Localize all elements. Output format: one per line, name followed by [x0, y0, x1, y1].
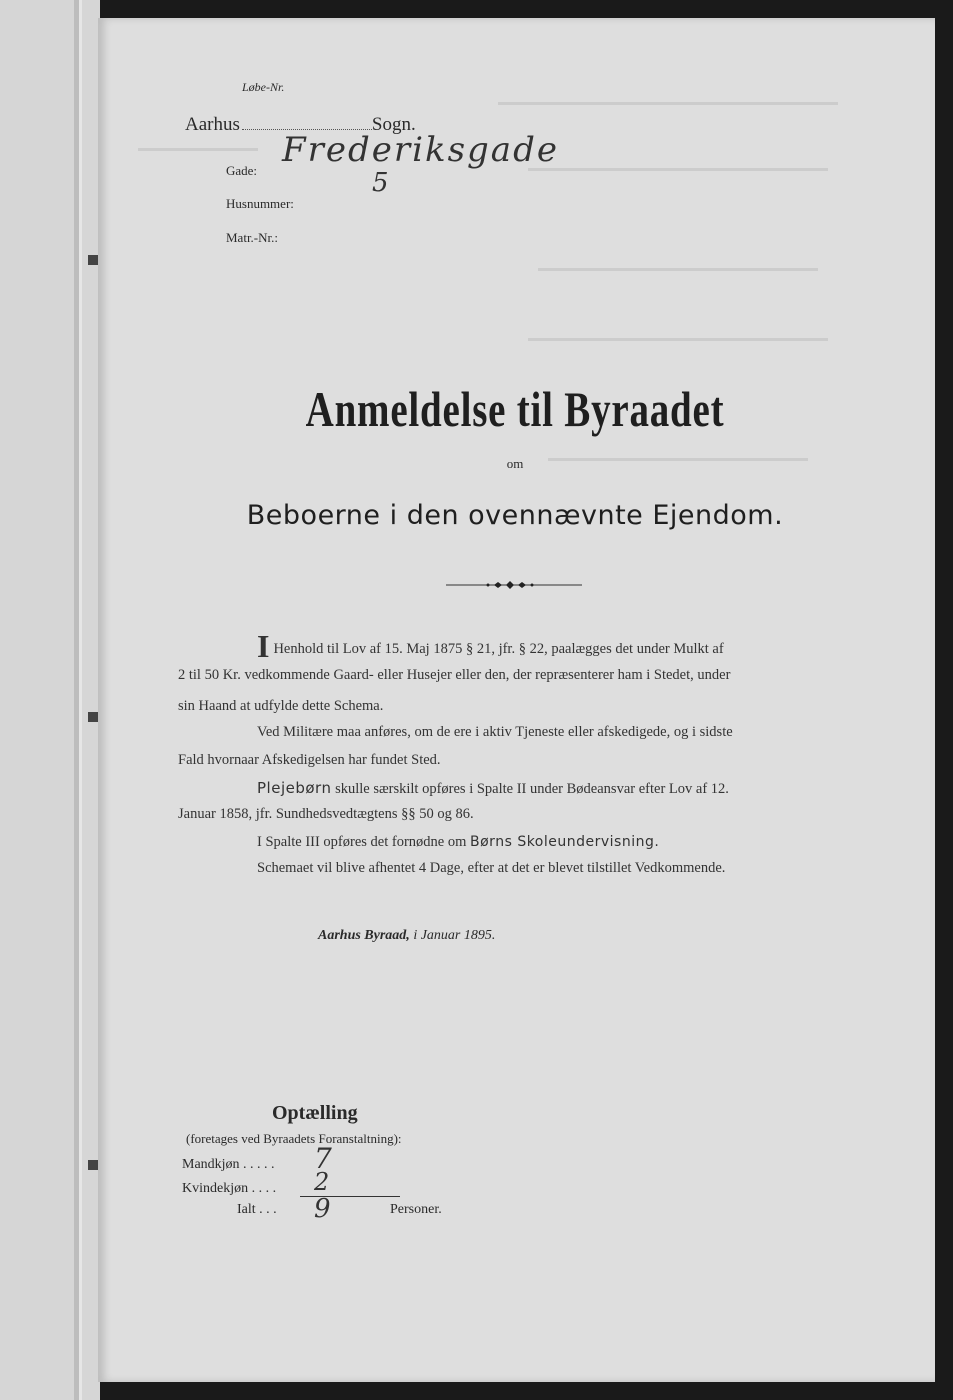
para-1-line-3: sin Haand at udfylde dette Schema.: [178, 698, 384, 714]
para-4-text: I Spalte III opføres det fornødne om: [257, 834, 467, 850]
gade-handwritten-value: Frederiksgade: [282, 130, 559, 170]
optaelling-subtitle: (foretages ved Byraadets Foranstaltning):: [186, 1131, 402, 1146]
husnummer-handwritten-value: 5: [372, 168, 389, 198]
ialt-value: 9: [314, 1194, 331, 1224]
para-1-text: Henhold til Lov af 15. Maj 1875 § 21, jfr. § 22, paalægges det under Mulkt af: [273, 641, 724, 657]
ialt-label: Ialt . . .: [237, 1202, 277, 1217]
husnummer-label: Husnummer:: [226, 196, 294, 211]
para-3-line-2: Januar 1858, jfr. Sundhedsvedtægtens §§ 50 og 86.: [178, 806, 474, 822]
mandkjon-value: 7: [314, 1142, 332, 1175]
matr-nr-label: Matr.-Nr.:: [226, 230, 278, 245]
page-fold-highlight: [79, 0, 82, 1400]
para-2-line-1: Ved Militære maa anføres, om de ere i aktiv Tjeneste eller afskedigede, og i sidste: [257, 724, 733, 740]
signature-name: Aarhus Byraad,: [318, 928, 410, 943]
aarhus-text: Aarhus: [185, 114, 240, 135]
para-5: Schemaet vil blive afhentet 4 Dage, efter at det er blevet tilstillet Vedkommende.: [257, 860, 726, 876]
optaelling-title: Optælling: [272, 1102, 358, 1124]
plejeborn-word: Plejebørn: [257, 779, 332, 797]
document-title: Anmeldelse til Byraadet: [305, 381, 725, 437]
kvindekjon-label: Kvindekjøn . . . .: [182, 1181, 277, 1196]
adjacent-page-edge: [0, 0, 100, 1400]
gade-label: Gade:: [226, 163, 258, 178]
sogn-text: Sogn.: [371, 114, 416, 135]
mandkjon-label: Mandkjøn . . . . .: [182, 1157, 275, 1172]
skoleundervisning-word: Børns Skoleundervisning.: [470, 834, 660, 850]
para-1-line-1: [257, 628, 724, 665]
kvindekjon-value: 2: [314, 1168, 330, 1196]
drop-cap: I: [257, 628, 270, 664]
para-1-line-2: 2 til 50 Kr. vedkommende Gaard- eller Husejer eller den, der repræsenterer ham i Stedet, under: [178, 667, 731, 683]
para-3-line-1: [257, 779, 729, 798]
ornament-divider: [446, 578, 582, 592]
para-3-text: skulle særskilt opføres i Spalte II under Bødeansvar efter Lov af 12.: [335, 781, 729, 797]
para-4: [257, 834, 659, 851]
personer-label: Personer.: [390, 1202, 442, 1217]
para-2-line-2: Fald hvornaar Afskedigelsen har fundet Sted.: [178, 752, 441, 768]
signature-date: i Januar 1895.: [413, 928, 496, 943]
lobe-nr-label: Løbe-Nr.: [242, 80, 285, 94]
title-connector: om: [506, 456, 524, 471]
signature-line: [318, 928, 495, 944]
document-subtitle: Beboerne i den ovennævnte Ejendom.: [246, 500, 784, 531]
